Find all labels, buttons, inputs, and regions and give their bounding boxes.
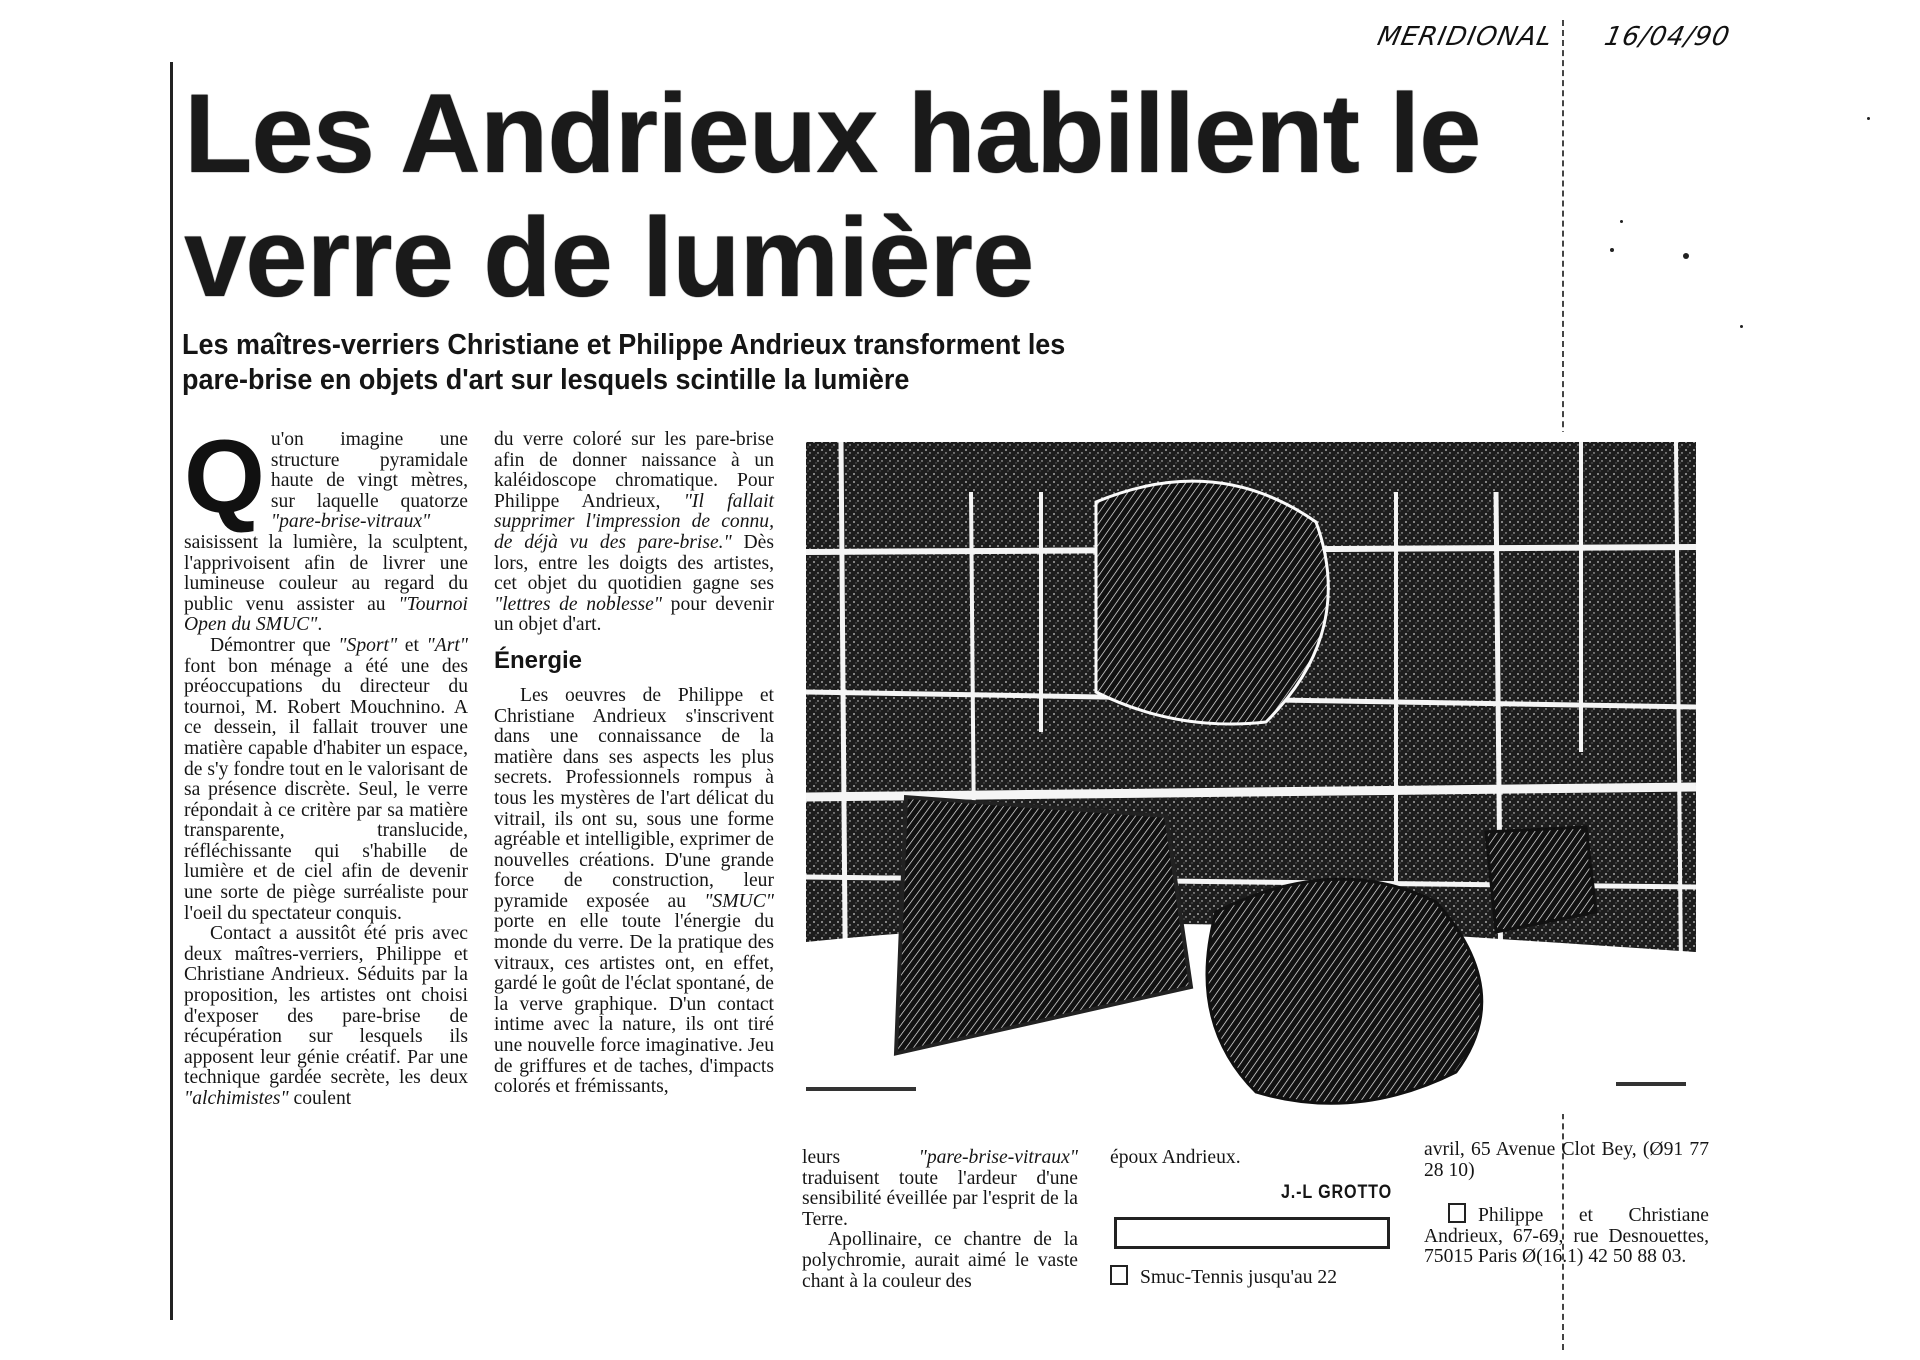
left-margin-rule xyxy=(170,62,173,1320)
scan-speck xyxy=(1867,117,1870,120)
handwritten-annotation xyxy=(1375,22,1733,52)
scan-speck xyxy=(1620,220,1623,223)
paragraph: Qu'on imagine une structure pyramidale haute de vingt mètres, sur laquelle quatorze "pare-brise-vitraux" saisissent la lumière, la sculptent, l'apprivoisent afin de livrer une lumineuse couleur au regard du public venu assister au "Tournoi Open du SMUC". xyxy=(184,419,468,636)
scan-speck xyxy=(1683,253,1689,259)
info-entry-continued: avril, 65 Avenue Clot Bey, (Ø91 77 28 10) xyxy=(1424,1139,1709,1181)
subtitle-line-2: pare-brise en objets d'art sur lesquels scintille la lumière xyxy=(182,364,910,396)
subtitle-line-1: Les maîtres-verriers Christiane et Philippe Andrieux transforment les xyxy=(182,329,1066,361)
headline-line-2: verre de lumière xyxy=(184,195,1034,320)
paragraph: Les oeuvres de Philippe et Christiane Andrieux s'inscrivent dans une connaissance de la matière dans ses aspects les plus secrets. Professionnels rompus à tous les mystères de l'art délicat du vitrail, ils ont su, sous une forme agréable et intelligible, exprimer de nouvelles créations. D'une grande force de construction, leur pyramide exposée au "SMUC" porte en elle toute l'énergie du monde du verre. De la pratique des vitraux, ces artistes ont, en effet, gardé le goût de l'éclat spontané, de la verve graphique. D'un contact intime avec la nature, ils ont tiré une nouvelle force imaginative. Jeu de griffures et de taches, d'impacts colorés et frémissants, xyxy=(494,684,774,1098)
article-column-1 xyxy=(184,419,468,1110)
article-column-5 xyxy=(1424,1140,1709,1268)
headline xyxy=(184,72,1480,320)
article-column-3 xyxy=(802,1148,1078,1292)
square-bullet-icon xyxy=(1448,1203,1466,1223)
scan-speck xyxy=(1740,325,1743,328)
paragraph: Apollinaire, ce chantre de la polychromie, aurait aimé le vaste chant à la couleur des xyxy=(802,1229,1078,1292)
pare-brise-sculpture-photo xyxy=(796,432,1706,1114)
paragraph: Contact a aussitôt été pris avec deux maîtres-verriers, Philippe et Christiane Andrieux. Séduits par la proposition, les artistes ont choisi d'exposer des pare-brise de récupération sur lesquels ils apposent leur génie créatif. Par une technique gardée secrète, les deux "alchimistes" coulent xyxy=(184,923,468,1109)
paragraph: leurs "pare-brise-vitraux" traduisent toute l'ardeur d'une sensibilité éveillée par l'esprit de la Terre. xyxy=(802,1147,1078,1230)
headline-line-1: Les Andrieux habillent le xyxy=(184,71,1481,196)
article-column-2 xyxy=(494,430,774,1098)
square-bullet-icon xyxy=(1110,1265,1128,1285)
paragraph: du verre coloré sur les pare-brise afin de donner naissance à un kaléidoscope chromatique. Pour Philippe Andrieux, "Il fallait supprimer l'impression de connu, de déjà vu des pare-brise." Dès lors, entre les doigts des artistes, cet objet du quotidien gagne ses "lettres de noblesse" pour devenir un objet d'art. xyxy=(494,429,774,636)
info-entry: Philippe et Christiane Andrieux, 67-69, rue Desnouettes, 75015 Paris Ø(16.1) 42 50 88 03. xyxy=(1424,1205,1709,1268)
author-signature: J.-L GROTTO xyxy=(1280,1181,1392,1203)
subtitle xyxy=(182,328,1065,398)
publication-date: 16/04/90 xyxy=(1601,22,1733,52)
section-heading: Énergie xyxy=(494,646,583,674)
separator-box xyxy=(1114,1217,1390,1249)
article-photo xyxy=(796,432,1706,1114)
publication-name: MERIDIONAL xyxy=(1374,22,1556,52)
paragraph: époux Andrieux. xyxy=(1110,1147,1241,1168)
scan-speck xyxy=(1610,248,1614,252)
drop-cap: Q xyxy=(184,419,265,535)
paragraph: Démontrer que "Sport" et "Art" font bon ménage a été une des préoccupations du directeur du tournoi, M. Robert Mouchnino. A ce dessein, il fallait trouver une matière capable d'habiter un espace, de s'y fondre tout en le valorisant de sa présence discrète. Seul, le verre répondait à ce critère par sa matière transparente, translucide, réfléchissante qui s'habille de lumière et de ciel afin de devenir une sorte de piège surréaliste pour l'oeil du spectateur conquis. xyxy=(184,634,468,924)
info-entry: Smuc-Tennis jusqu'au 22 xyxy=(1110,1265,1392,1289)
article-column-4 xyxy=(1110,1148,1392,1289)
